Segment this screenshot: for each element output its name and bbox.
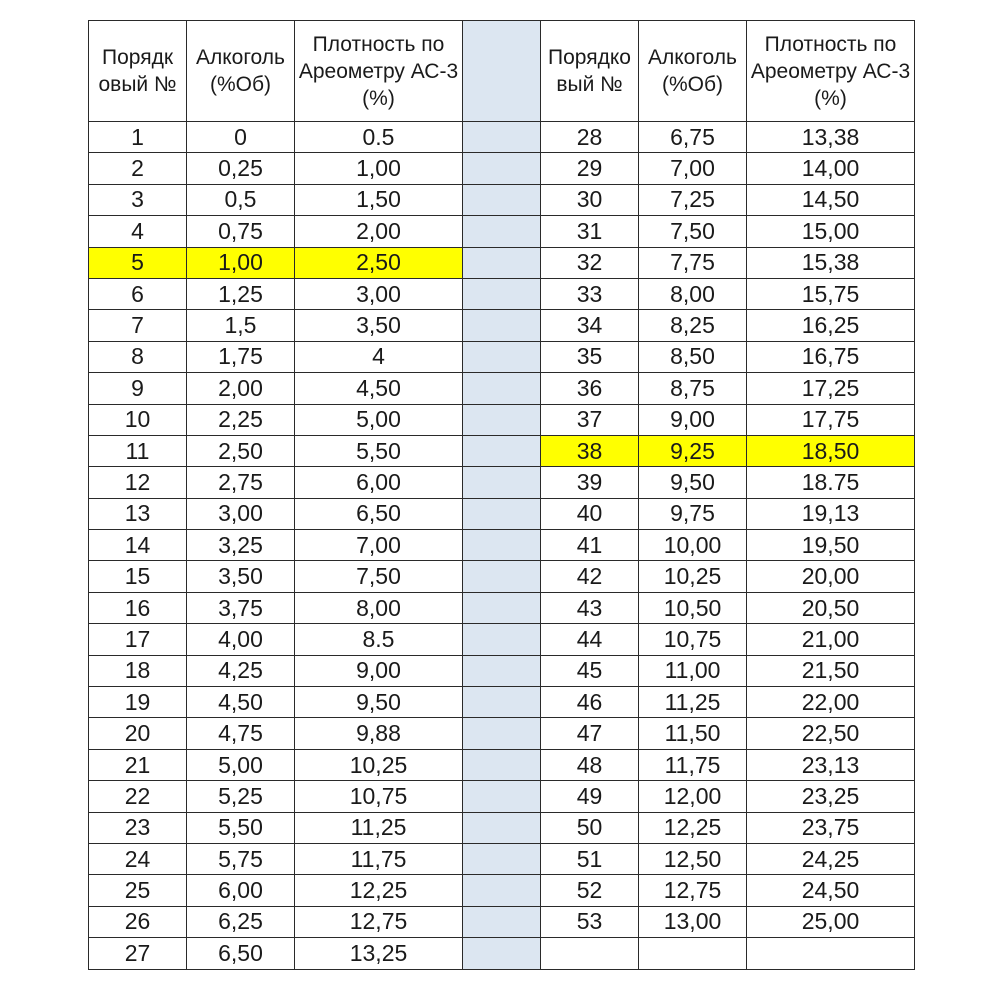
left-order-number-cell: 12 xyxy=(89,467,187,498)
left-order-number-cell: 11 xyxy=(89,435,187,466)
separator-cell xyxy=(463,687,541,718)
table-row xyxy=(89,530,915,561)
right-alcohol-value-cell: 7,75 xyxy=(639,247,747,278)
left-density-value-cell: 8.5 xyxy=(295,624,463,655)
left-density-value-cell: 3,00 xyxy=(295,278,463,309)
left-order-number-cell: 17 xyxy=(89,624,187,655)
separator-cell xyxy=(463,435,541,466)
right-density-value-cell: 14,50 xyxy=(747,184,915,215)
right-alcohol-value-cell: 11,50 xyxy=(639,718,747,749)
left-alcohol-value-cell: 4,00 xyxy=(187,624,295,655)
right-order-number-cell: 48 xyxy=(541,749,639,780)
table-row xyxy=(89,749,915,780)
left-order-number-cell: 1 xyxy=(89,122,187,153)
left-density-value-cell: 1,50 xyxy=(295,184,463,215)
right-alcohol-value-cell: 8,00 xyxy=(639,278,747,309)
left-alcohol-value-cell: 0 xyxy=(187,122,295,153)
right-alcohol-value-cell: 13,00 xyxy=(639,906,747,937)
right-density-value-cell: 25,00 xyxy=(747,906,915,937)
right-alcohol-value-cell: 7,25 xyxy=(639,184,747,215)
left-alcohol-value-cell: 1,00 xyxy=(187,247,295,278)
separator-cell xyxy=(463,341,541,372)
left-alcohol-value-cell: 3,75 xyxy=(187,592,295,623)
right-order-number-cell: 36 xyxy=(541,373,639,404)
table-body xyxy=(89,122,915,970)
left-alcohol-value-cell: 3,50 xyxy=(187,561,295,592)
right-order-number-cell: 40 xyxy=(541,498,639,529)
left-density-value-cell: 2,00 xyxy=(295,216,463,247)
right-order-number-cell: 52 xyxy=(541,875,639,906)
separator-cell xyxy=(463,247,541,278)
left-alcohol-value-cell: 6,50 xyxy=(187,938,295,969)
left-density-value-cell: 9,00 xyxy=(295,655,463,686)
right-alcohol-value-cell: 9,75 xyxy=(639,498,747,529)
right-alcohol-value-cell: 8,25 xyxy=(639,310,747,341)
right-alcohol-value-cell: 10,25 xyxy=(639,561,747,592)
table-row xyxy=(89,592,915,623)
table-row xyxy=(89,843,915,874)
right-order-number-cell: 47 xyxy=(541,718,639,749)
separator-cell xyxy=(463,781,541,812)
right-order-number-cell: 45 xyxy=(541,655,639,686)
left-alcohol-value-cell: 0,5 xyxy=(187,184,295,215)
table-row xyxy=(89,655,915,686)
left-order-number-cell: 14 xyxy=(89,530,187,561)
table-row xyxy=(89,184,915,215)
separator-cell xyxy=(463,278,541,309)
right-density-value-cell: 22,00 xyxy=(747,687,915,718)
table-row xyxy=(89,938,915,969)
right-alcohol-value-cell: 8,50 xyxy=(639,341,747,372)
separator-column xyxy=(463,21,541,122)
header-alcohol-right: Алкоголь (%Об) xyxy=(639,21,747,122)
separator-cell xyxy=(463,153,541,184)
separator-cell xyxy=(463,216,541,247)
left-alcohol-value-cell: 1,75 xyxy=(187,341,295,372)
table-row xyxy=(89,404,915,435)
left-density-value-cell: 11,75 xyxy=(295,843,463,874)
right-density-value-cell: 15,38 xyxy=(747,247,915,278)
left-order-number-cell: 7 xyxy=(89,310,187,341)
left-order-number-cell: 26 xyxy=(89,906,187,937)
separator-cell xyxy=(463,310,541,341)
right-order-number-cell: 38 xyxy=(541,435,639,466)
left-alcohol-value-cell: 5,00 xyxy=(187,749,295,780)
left-alcohol-value-cell: 2,00 xyxy=(187,373,295,404)
left-order-number-cell: 19 xyxy=(89,687,187,718)
left-alcohol-value-cell: 0,75 xyxy=(187,216,295,247)
header-alcohol-left: Алкоголь (%Об) xyxy=(187,21,295,122)
right-density-value-cell: 23,25 xyxy=(747,781,915,812)
table-row xyxy=(89,781,915,812)
table-row xyxy=(89,341,915,372)
right-order-number-cell: 44 xyxy=(541,624,639,655)
left-density-value-cell: 2,50 xyxy=(295,247,463,278)
left-density-value-cell: 9,50 xyxy=(295,687,463,718)
right-alcohol-value-cell: 10,75 xyxy=(639,624,747,655)
right-density-value-cell: 14,00 xyxy=(747,153,915,184)
right-density-value-cell: 24,50 xyxy=(747,875,915,906)
right-alcohol-value-cell: 7,00 xyxy=(639,153,747,184)
separator-cell xyxy=(463,655,541,686)
right-order-number-cell: 39 xyxy=(541,467,639,498)
left-order-number-cell: 4 xyxy=(89,216,187,247)
right-density-value-cell: 18,50 xyxy=(747,435,915,466)
right-order-number-cell: 37 xyxy=(541,404,639,435)
right-alcohol-value-cell: 10,50 xyxy=(639,592,747,623)
right-order-number-cell: 49 xyxy=(541,781,639,812)
right-order-number-cell: 35 xyxy=(541,341,639,372)
left-alcohol-value-cell: 4,50 xyxy=(187,687,295,718)
right-alcohol-value-cell: 7,50 xyxy=(639,216,747,247)
left-density-value-cell: 4,50 xyxy=(295,373,463,404)
header-row xyxy=(89,21,915,122)
left-order-number-cell: 25 xyxy=(89,875,187,906)
right-order-number-cell: 41 xyxy=(541,530,639,561)
right-density-value-cell xyxy=(747,938,915,969)
left-density-value-cell: 7,00 xyxy=(295,530,463,561)
left-density-value-cell: 10,75 xyxy=(295,781,463,812)
right-alcohol-value-cell: 11,25 xyxy=(639,687,747,718)
left-alcohol-value-cell: 3,25 xyxy=(187,530,295,561)
left-order-number-cell: 6 xyxy=(89,278,187,309)
right-order-number-cell: 46 xyxy=(541,687,639,718)
left-order-number-cell: 20 xyxy=(89,718,187,749)
table-row xyxy=(89,247,915,278)
left-alcohol-value-cell: 2,75 xyxy=(187,467,295,498)
left-density-value-cell: 12,75 xyxy=(295,906,463,937)
right-alcohol-value-cell: 6,75 xyxy=(639,122,747,153)
right-alcohol-value-cell: 11,00 xyxy=(639,655,747,686)
right-alcohol-value-cell: 12,25 xyxy=(639,812,747,843)
right-density-value-cell: 22,50 xyxy=(747,718,915,749)
left-alcohol-value-cell: 4,75 xyxy=(187,718,295,749)
right-density-value-cell: 24,25 xyxy=(747,843,915,874)
right-alcohol-value-cell: 8,75 xyxy=(639,373,747,404)
left-density-value-cell: 0.5 xyxy=(295,122,463,153)
left-alcohol-value-cell: 6,00 xyxy=(187,875,295,906)
right-order-number-cell: 51 xyxy=(541,843,639,874)
left-order-number-cell: 27 xyxy=(89,938,187,969)
left-alcohol-value-cell: 1,5 xyxy=(187,310,295,341)
header-density-left: Плотность по Ареометру АС-3 (%) xyxy=(295,21,463,122)
right-density-value-cell: 23,75 xyxy=(747,812,915,843)
table-row xyxy=(89,498,915,529)
separator-cell xyxy=(463,530,541,561)
table-row xyxy=(89,216,915,247)
left-density-value-cell: 4 xyxy=(295,341,463,372)
left-order-number-cell: 22 xyxy=(89,781,187,812)
right-order-number-cell: 30 xyxy=(541,184,639,215)
left-order-number-cell: 13 xyxy=(89,498,187,529)
left-density-value-cell: 13,25 xyxy=(295,938,463,969)
table-row xyxy=(89,373,915,404)
left-order-number-cell: 5 xyxy=(89,247,187,278)
table-row xyxy=(89,687,915,718)
right-order-number-cell: 31 xyxy=(541,216,639,247)
left-density-value-cell: 10,25 xyxy=(295,749,463,780)
right-density-value-cell: 21,50 xyxy=(747,655,915,686)
left-alcohol-value-cell: 1,25 xyxy=(187,278,295,309)
header-order-number-left: Порядк овый № xyxy=(89,21,187,122)
alcohol-density-table xyxy=(88,20,915,970)
left-order-number-cell: 9 xyxy=(89,373,187,404)
right-density-value-cell: 23,13 xyxy=(747,749,915,780)
right-density-value-cell: 21,00 xyxy=(747,624,915,655)
separator-cell xyxy=(463,467,541,498)
separator-cell xyxy=(463,812,541,843)
left-alcohol-value-cell: 4,25 xyxy=(187,655,295,686)
left-order-number-cell: 3 xyxy=(89,184,187,215)
separator-cell xyxy=(463,749,541,780)
separator-cell xyxy=(463,498,541,529)
left-order-number-cell: 21 xyxy=(89,749,187,780)
separator-cell xyxy=(463,718,541,749)
table-row xyxy=(89,906,915,937)
right-density-value-cell: 19,13 xyxy=(747,498,915,529)
left-density-value-cell: 12,25 xyxy=(295,875,463,906)
left-density-value-cell: 3,50 xyxy=(295,310,463,341)
right-order-number-cell: 29 xyxy=(541,153,639,184)
left-density-value-cell: 6,00 xyxy=(295,467,463,498)
left-density-value-cell: 7,50 xyxy=(295,561,463,592)
right-density-value-cell: 16,25 xyxy=(747,310,915,341)
table-row xyxy=(89,122,915,153)
right-order-number-cell: 34 xyxy=(541,310,639,341)
left-order-number-cell: 10 xyxy=(89,404,187,435)
left-density-value-cell: 11,25 xyxy=(295,812,463,843)
left-density-value-cell: 6,50 xyxy=(295,498,463,529)
left-alcohol-value-cell: 2,25 xyxy=(187,404,295,435)
left-density-value-cell: 9,88 xyxy=(295,718,463,749)
separator-cell xyxy=(463,906,541,937)
right-order-number-cell: 42 xyxy=(541,561,639,592)
left-alcohol-value-cell: 0,25 xyxy=(187,153,295,184)
table-row xyxy=(89,153,915,184)
left-alcohol-value-cell: 3,00 xyxy=(187,498,295,529)
right-density-value-cell: 13,38 xyxy=(747,122,915,153)
left-order-number-cell: 18 xyxy=(89,655,187,686)
left-order-number-cell: 8 xyxy=(89,341,187,372)
left-alcohol-value-cell: 5,75 xyxy=(187,843,295,874)
right-alcohol-value-cell: 12,50 xyxy=(639,843,747,874)
table-row xyxy=(89,624,915,655)
left-order-number-cell: 23 xyxy=(89,812,187,843)
right-density-value-cell: 18.75 xyxy=(747,467,915,498)
table-row xyxy=(89,278,915,309)
left-density-value-cell: 5,50 xyxy=(295,435,463,466)
separator-cell xyxy=(463,404,541,435)
right-density-value-cell: 17,25 xyxy=(747,373,915,404)
separator-cell xyxy=(463,592,541,623)
right-alcohol-value-cell: 12,00 xyxy=(639,781,747,812)
right-order-number-cell: 43 xyxy=(541,592,639,623)
left-order-number-cell: 15 xyxy=(89,561,187,592)
header-density-right: Плотность по Ареометру АС-3 (%) xyxy=(747,21,915,122)
separator-cell xyxy=(463,184,541,215)
right-alcohol-value-cell: 10,00 xyxy=(639,530,747,561)
table-row xyxy=(89,875,915,906)
right-density-value-cell: 15,00 xyxy=(747,216,915,247)
separator-cell xyxy=(463,624,541,655)
right-density-value-cell: 20,00 xyxy=(747,561,915,592)
right-density-value-cell: 16,75 xyxy=(747,341,915,372)
header-order-number-right: Порядко вый № xyxy=(541,21,639,122)
right-alcohol-value-cell: 9,25 xyxy=(639,435,747,466)
table-row xyxy=(89,561,915,592)
left-order-number-cell: 16 xyxy=(89,592,187,623)
right-density-value-cell: 20,50 xyxy=(747,592,915,623)
separator-cell xyxy=(463,938,541,969)
left-alcohol-value-cell: 5,25 xyxy=(187,781,295,812)
right-alcohol-value-cell: 12,75 xyxy=(639,875,747,906)
right-alcohol-value-cell: 11,75 xyxy=(639,749,747,780)
right-order-number-cell: 28 xyxy=(541,122,639,153)
right-alcohol-value-cell xyxy=(639,938,747,969)
table-row xyxy=(89,718,915,749)
left-alcohol-value-cell: 6,25 xyxy=(187,906,295,937)
right-order-number-cell xyxy=(541,938,639,969)
separator-cell xyxy=(463,122,541,153)
right-order-number-cell: 50 xyxy=(541,812,639,843)
right-order-number-cell: 32 xyxy=(541,247,639,278)
left-order-number-cell: 2 xyxy=(89,153,187,184)
separator-cell xyxy=(463,561,541,592)
left-density-value-cell: 5,00 xyxy=(295,404,463,435)
right-order-number-cell: 53 xyxy=(541,906,639,937)
separator-cell xyxy=(463,373,541,404)
left-alcohol-value-cell: 2,50 xyxy=(187,435,295,466)
right-alcohol-value-cell: 9,00 xyxy=(639,404,747,435)
left-density-value-cell: 1,00 xyxy=(295,153,463,184)
left-density-value-cell: 8,00 xyxy=(295,592,463,623)
right-density-value-cell: 15,75 xyxy=(747,278,915,309)
separator-cell xyxy=(463,875,541,906)
table-row xyxy=(89,467,915,498)
right-density-value-cell: 19,50 xyxy=(747,530,915,561)
left-order-number-cell: 24 xyxy=(89,843,187,874)
table-row xyxy=(89,435,915,466)
right-alcohol-value-cell: 9,50 xyxy=(639,467,747,498)
left-alcohol-value-cell: 5,50 xyxy=(187,812,295,843)
table-row xyxy=(89,310,915,341)
right-order-number-cell: 33 xyxy=(541,278,639,309)
separator-cell xyxy=(463,843,541,874)
table-row xyxy=(89,812,915,843)
right-density-value-cell: 17,75 xyxy=(747,404,915,435)
